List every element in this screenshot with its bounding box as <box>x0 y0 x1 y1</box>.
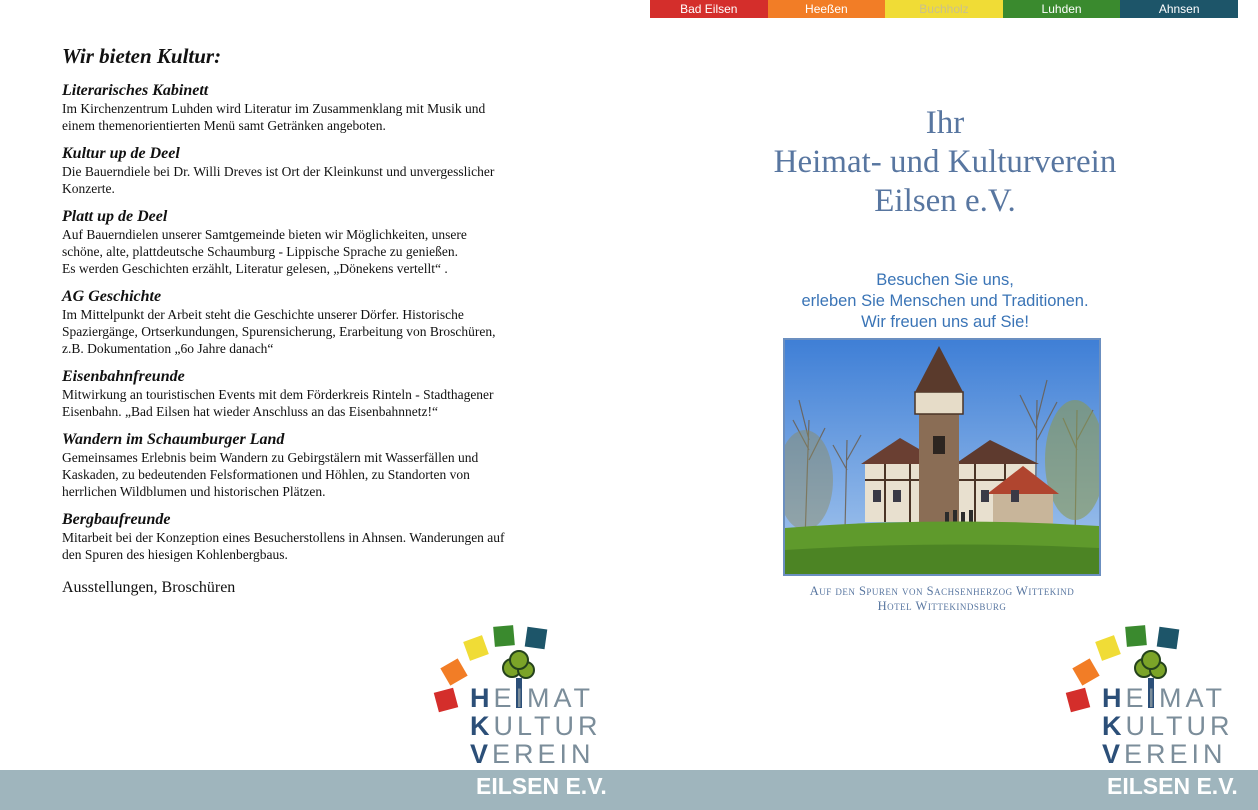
section-text: Mitarbeit bei der Konzeption eines Besucherstollens in Ahnsen. Wanderungen auf den Spuren des hiesigen Kohlenbergbaus. <box>62 530 505 562</box>
section-text: Gemeinsames Erlebnis beim Wandern zu Gebirgstälern mit Wasserfällen und Kaskaden, zu bedeutenden Felsformationen und Höhlen, zu Standorten von herrlichen Wildblumen und historischen Plätzen. <box>62 450 479 499</box>
section-text: Auf Bauerndielen unserer Samtgemeinde bieten wir Möglichkeiten, unsere schöne, alte, plattdeutsche Schaumburg - Lippische Sprache zu genießen. Es werden Geschichten erzählt, Literatur gelesen, „Dönekens vertellt“ . <box>62 227 467 276</box>
section-title: Eisenbahnfreunde <box>62 368 185 385</box>
section-text: Im Mittelpunkt der Arbeit steht die Geschichte unserer Dörfer. Historische Spaziergänge, Ortserkundungen, Spurensicherung, Erarbeitung von Broschüren, z.B. Dokumentation „6o Jahre danach“ <box>62 307 496 356</box>
section-title: Bergbaufreunde <box>62 511 171 528</box>
tagline: Besuchen Sie uns, erleben Sie Menschen und Traditionen. Wir freuen uns auf Sie! <box>801 271 1089 331</box>
closing-line: Ausstellungen, Broschüren <box>62 579 236 596</box>
section-title: Wandern im Schaumburger Land <box>62 431 285 448</box>
section-eisenbahnfreunde <box>62 367 562 420</box>
village-ahnsen: Ahnsen <box>1120 0 1238 18</box>
section-title: Platt up de Deel <box>62 208 168 225</box>
wittekindsburg-photo <box>783 338 1101 576</box>
section-wandern <box>62 430 562 500</box>
village-bad-eilsen: Bad Eilsen <box>650 0 768 18</box>
section-kultur-up-de-deel <box>62 144 562 197</box>
village-luhden: Luhden <box>1003 0 1121 18</box>
offer-column <box>62 44 562 597</box>
section-platt-up-de-deel <box>62 207 562 277</box>
photo-caption: Auf den Spuren von Sachsenherzog Wittekind Hotel Wittekindsburg <box>809 584 1075 613</box>
section-literarisches-kabinett <box>62 81 562 134</box>
village-bar <box>650 0 1238 18</box>
page-heading: Wir bieten Kultur: <box>62 44 222 68</box>
logo-subtitle-left: EILSEN E.V. <box>476 773 607 799</box>
section-text: Die Bauerndiele bei Dr. Willi Dreves ist Ort der Kleinkunst und unvergesslicher Konzerte. <box>62 164 495 196</box>
logo-wordmark: HEIMAT KULTUR VEREIN <box>470 683 602 769</box>
village-heessen: Heeßen <box>768 0 886 18</box>
section-title: Literarisches Kabinett <box>62 82 209 99</box>
club-title: Ihr Heimat- und Kulturverein Eilsen e.V. <box>773 105 1117 219</box>
section-title: Kultur up de Deel <box>62 145 180 162</box>
village-buchholz: Buchholz <box>885 0 1003 18</box>
section-title: AG Geschichte <box>62 288 162 305</box>
logo-subtitle-right: EILSEN E.V. <box>1107 773 1238 799</box>
section-ag-geschichte <box>62 287 562 357</box>
logo-wordmark: HEIMAT KULTUR VEREIN <box>1102 683 1234 769</box>
footer-band <box>0 770 1258 810</box>
section-text: Im Kirchenzentrum Luhden wird Literatur im Zusammenklang mit Musik und einem themenorientierten Menü samt Getränken angeboten. <box>62 101 486 133</box>
section-text: Mitwirkung an touristischen Events mit dem Förderkreis Rinteln - Stadthagener Eisenbahn. „Bad Eilsen hat wieder Anschluss an das Eisenbahnnetz!“ <box>62 387 494 419</box>
section-bergbaufreunde <box>62 510 562 563</box>
